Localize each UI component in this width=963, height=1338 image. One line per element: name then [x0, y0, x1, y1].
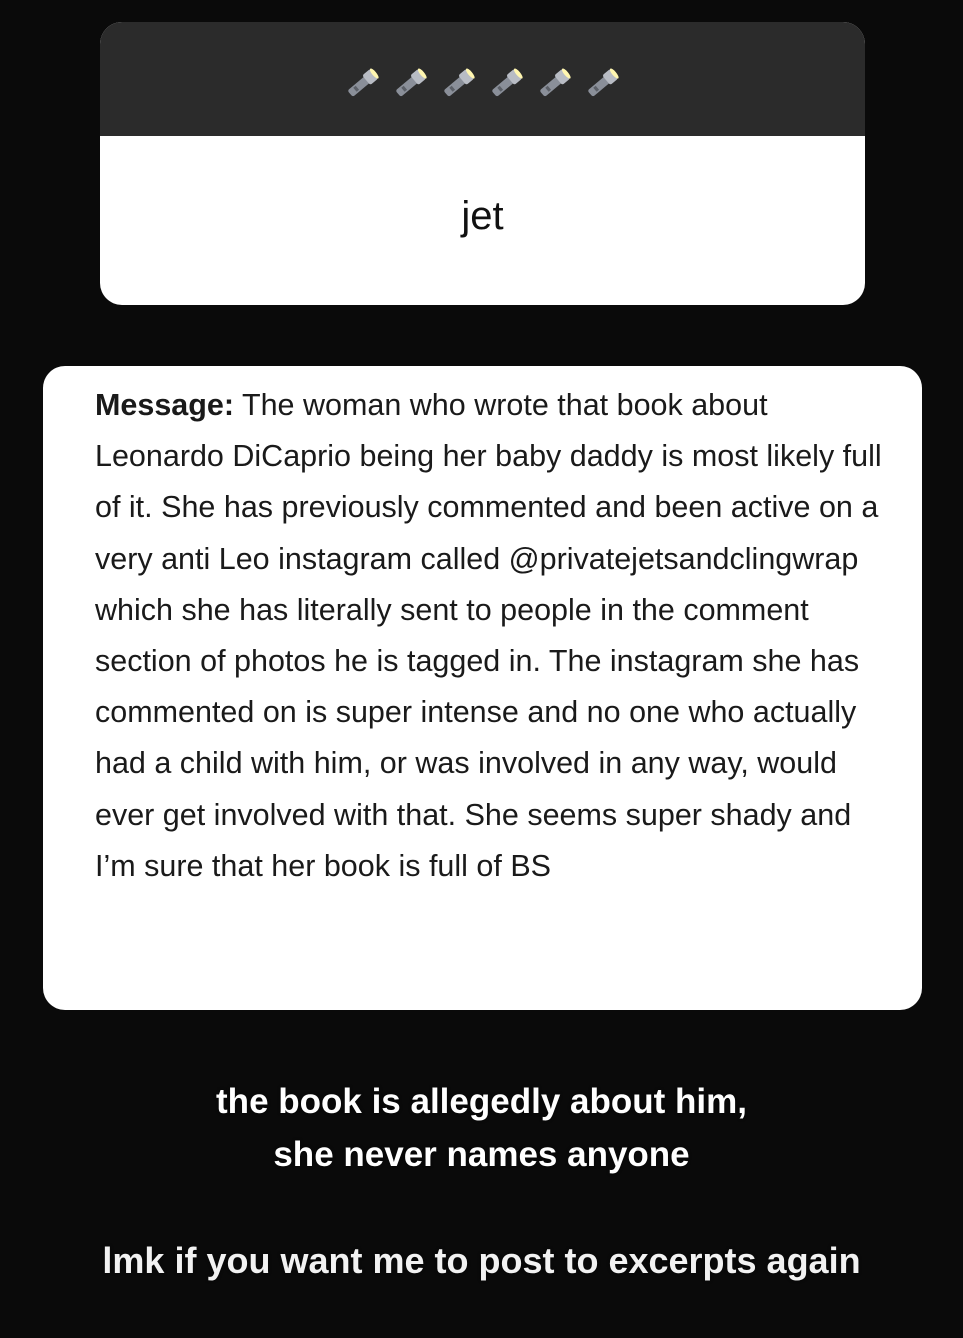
flashlight-icon: [582, 62, 624, 104]
question-header: [100, 22, 865, 136]
flashlight-icon: [486, 62, 528, 104]
message-label: Message:: [95, 388, 235, 422]
flashlight-icon: [342, 62, 384, 104]
caption-line: lmk if you want me to post to excerpts again: [102, 1240, 861, 1281]
question-sticker: [100, 22, 865, 305]
caption-line: she never names anyone: [273, 1135, 690, 1174]
flashlight-icon: [534, 62, 576, 104]
message-text: [95, 380, 882, 892]
caption-book-note: [0, 1075, 963, 1181]
flashlight-icon: [438, 62, 480, 104]
message-card: [43, 366, 922, 1010]
caption-line: the book is allegedly about him,: [216, 1082, 747, 1121]
caption-excerpts-note: [0, 1234, 963, 1287]
message-body: The woman who wrote that book about Leonardo DiCaprio being her baby daddy is most likely full of it. She has previously commented and been active on a very anti Leo instagram called @privatejetsandclingwrap which she has literally sent to people in the comment section of photos he is tagged in. The instagram she has commented on is super intense and no one who actually had a child with him, or was involved in any way, would ever get involved with that. She seems super shady and I’m sure that her book is full of BS: [95, 388, 882, 883]
flashlight-icon: [390, 62, 432, 104]
flashlight-icon-row: [342, 62, 624, 104]
question-answer-area: [100, 136, 865, 305]
question-answer: jet: [461, 194, 504, 238]
